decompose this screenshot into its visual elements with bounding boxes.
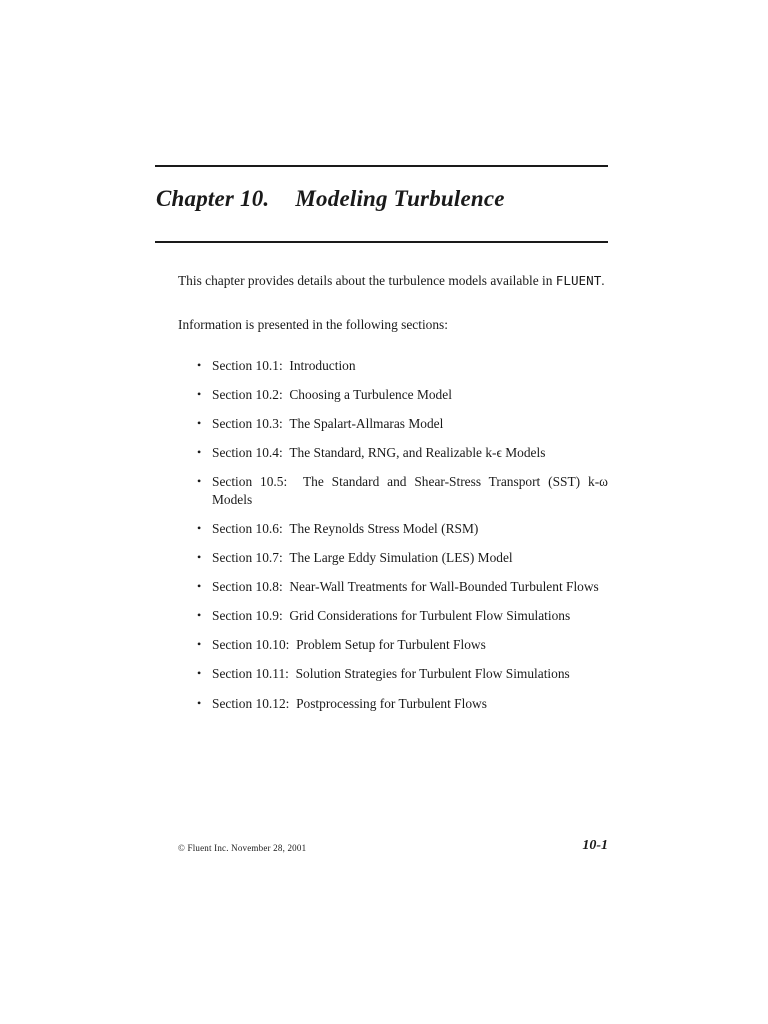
section-title: The Spalart-Allmaras Model: [289, 416, 444, 432]
section-ref[interactable]: Section 10.4:: [212, 445, 283, 461]
section-list-item[interactable]: [196, 636, 608, 654]
intro-period: .: [601, 273, 605, 288]
section-ref[interactable]: Section 10.10:: [212, 637, 290, 653]
section-ref[interactable]: Section 10.9:: [212, 608, 283, 624]
section-ref[interactable]: Section 10.1:: [212, 358, 283, 373]
bullet-icon: •: [197, 550, 202, 565]
footer-copyright: © Fluent Inc. November 28, 2001: [178, 843, 307, 853]
section-title: Problem Setup for Turbulent Flows: [296, 637, 486, 653]
section-ref[interactable]: Section 10.5:: [212, 474, 288, 490]
intro-text: This chapter provides details about the turbulence models available in: [178, 273, 556, 288]
bottom-rule: [155, 241, 608, 243]
section-title: Choosing a Turbulence Model: [289, 387, 452, 403]
bullet-icon: •: [197, 637, 202, 652]
section-list-item[interactable]: [196, 444, 608, 462]
product-name: FLUENT: [555, 273, 602, 288]
chapter-title: Modeling Turbulence: [295, 186, 505, 211]
section-ref[interactable]: Section 10.8:: [212, 579, 283, 595]
bullet-icon: •: [197, 416, 202, 431]
section-ref[interactable]: Section 10.11:: [212, 666, 289, 682]
bullet-icon: •: [197, 666, 202, 681]
bullet-icon: •: [197, 579, 202, 594]
section-list-item[interactable]: [196, 695, 608, 713]
section-title: Introduction: [289, 358, 356, 373]
bullet-icon: •: [197, 387, 202, 402]
section-title: The Standard and Shear-Stress Transport (SST) k-ω Models: [212, 474, 608, 507]
section-ref[interactable]: Section 10.3:: [212, 416, 283, 432]
section-list: [196, 357, 608, 724]
bullet-icon: •: [197, 474, 202, 489]
section-list-item[interactable]: [196, 357, 608, 375]
info-paragraph: Information is presented in the following sections:: [178, 317, 448, 332]
chapter-number: Chapter 10.: [156, 186, 270, 211]
section-title: Near-Wall Treatments for Wall-Bounded Turbulent Flows: [289, 579, 599, 595]
section-title: The Large Eddy Simulation (LES) Model: [289, 550, 513, 566]
bullet-icon: •: [197, 695, 202, 710]
section-list-item[interactable]: [196, 578, 608, 596]
section-title: The Reynolds Stress Model (RSM): [289, 520, 479, 536]
section-ref[interactable]: Section 10.2:: [212, 387, 283, 403]
section-list-item[interactable]: [196, 415, 608, 433]
section-list-item[interactable]: [196, 520, 608, 538]
chapter-heading: [156, 186, 505, 212]
section-title: Postprocessing for Turbulent Flows: [296, 695, 487, 711]
bullet-icon: •: [197, 358, 202, 372]
section-list-item[interactable]: [196, 607, 608, 625]
section-list-item[interactable]: [196, 473, 608, 508]
section-title: Solution Strategies for Turbulent Flow Simulations: [295, 666, 570, 682]
section-title: Grid Considerations for Turbulent Flow Simulations: [289, 608, 571, 624]
section-ref[interactable]: Section 10.7:: [212, 550, 283, 566]
page-number: 10-1: [582, 838, 608, 853]
section-ref[interactable]: Section 10.12:: [212, 695, 290, 711]
bullet-icon: •: [197, 520, 202, 535]
section-list-item[interactable]: [196, 386, 608, 404]
bullet-icon: •: [197, 608, 202, 623]
intro-paragraph: [178, 272, 608, 289]
bullet-icon: •: [197, 445, 202, 460]
section-title: The Standard, RNG, and Realizable k-ϵ Models: [289, 445, 546, 461]
section-list-item[interactable]: [196, 665, 608, 683]
top-rule: [155, 165, 608, 167]
section-ref[interactable]: Section 10.6:: [212, 520, 283, 536]
section-list-item[interactable]: [196, 549, 608, 567]
